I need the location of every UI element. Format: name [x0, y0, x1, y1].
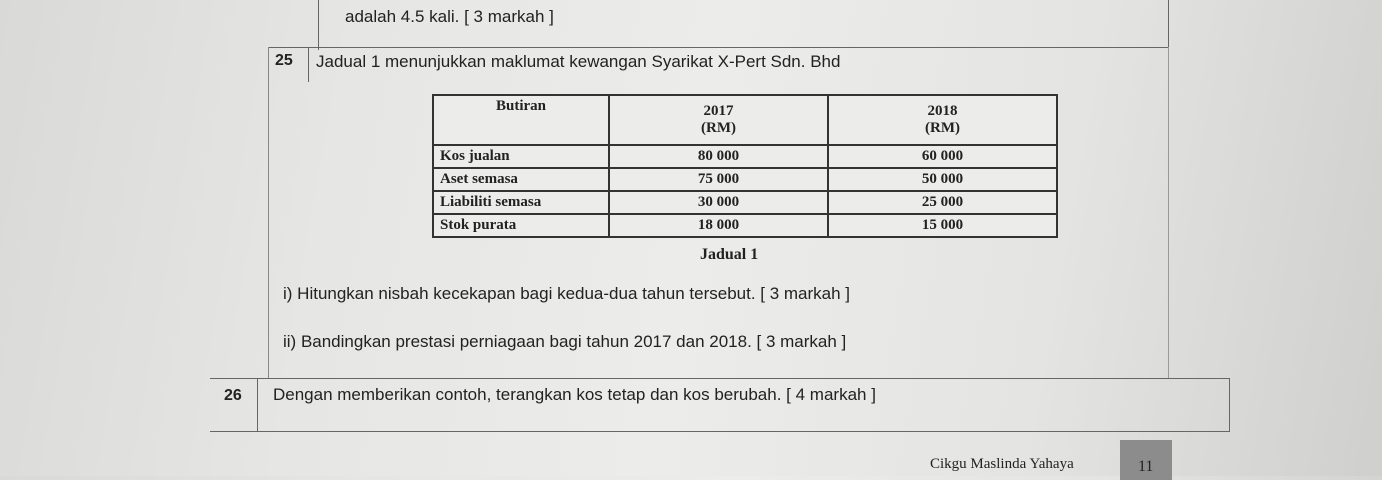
header-butiran-label: Butiran [495, 98, 546, 114]
table-row [433, 145, 1057, 168]
q25-top-border [268, 47, 1168, 48]
row-label: Aset semasa [433, 168, 609, 191]
cell-2017: 75 000 [609, 168, 828, 191]
table-row [433, 168, 1057, 191]
table-caption: Jadual 1 [700, 246, 759, 263]
question-25-part-ii: ii) Bandingkan prestasi perniagaan bagi tahun 2017 dan 2018. [ 3 markah ] [283, 332, 847, 351]
page-number: 11 [1138, 458, 1154, 475]
row-label: Kos jualan [433, 145, 609, 168]
financial-table [432, 94, 1058, 238]
q25-right-border [1168, 47, 1169, 379]
q25-left-border [268, 47, 269, 379]
cell-2018: 25 000 [828, 191, 1057, 214]
footer-author: Cikgu Maslinda Yahaya [930, 456, 1074, 472]
q26-number-divider [257, 379, 258, 431]
header-2017 [609, 95, 828, 145]
cell-2017: 30 000 [609, 191, 828, 214]
header-2017-year: 2017 [703, 103, 734, 119]
cell-2018: 15 000 [828, 214, 1057, 237]
q26-top-border [210, 378, 1230, 379]
question-26-number: 26 [224, 387, 242, 404]
previous-question-fragment: adalah 4.5 kali. [ 3 markah ] [345, 7, 554, 26]
header-2018-unit: (RM) [925, 120, 960, 136]
q25-number-divider [308, 48, 309, 82]
frame-right-line [1168, 0, 1169, 48]
row-label: Liabiliti semasa [433, 191, 609, 214]
question-25-part-i: i) Hitungkan nisbah kecekapan bagi kedua-dua tahun tersebut. [ 3 markah ] [283, 284, 851, 303]
q26-bottom-border [210, 431, 1230, 432]
header-2018 [828, 95, 1057, 145]
header-2017-unit: (RM) [701, 120, 736, 136]
frame-left-line [318, 0, 319, 50]
table-header-row [433, 95, 1057, 145]
q26-right-border [1229, 378, 1230, 432]
table-row [433, 214, 1057, 237]
question-26-text: Dengan memberikan contoh, terangkan kos tetap dan kos berubah. [ 4 markah ] [273, 385, 876, 404]
table-row [433, 191, 1057, 214]
header-butiran [433, 95, 609, 145]
question-25-number: 25 [275, 52, 293, 69]
row-label: Stok purata [433, 214, 609, 237]
header-2018-year: 2018 [927, 103, 958, 119]
cell-2018: 60 000 [828, 145, 1057, 168]
question-25-stem: Jadual 1 menunjukkan maklumat kewangan Syarikat X-Pert Sdn. Bhd [316, 52, 841, 71]
cell-2018: 50 000 [828, 168, 1057, 191]
cell-2017: 80 000 [609, 145, 828, 168]
cell-2017: 18 000 [609, 214, 828, 237]
